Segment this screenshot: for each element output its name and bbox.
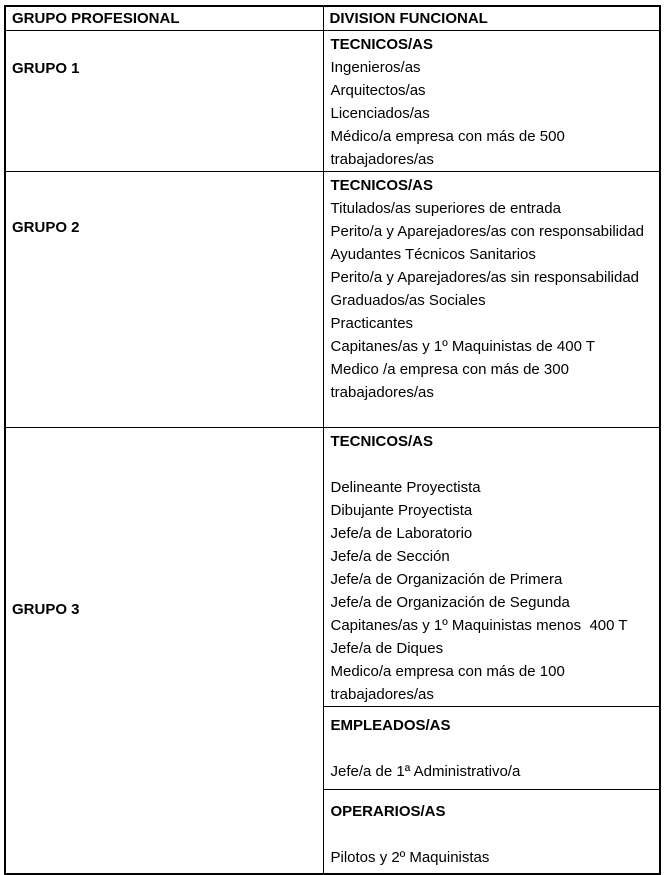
division-item: Ayudantes Técnicos Sanitarios (330, 246, 536, 263)
group-2-label: GRUPO 2 (5, 172, 323, 428)
division-item: Jefe/a de Organización de Segunda (330, 594, 570, 611)
professional-groups-table (4, 5, 661, 875)
section-title-tecnicos-g2: TECNICOS/AS (330, 177, 434, 194)
division-item: Jefe/a de Diques (330, 640, 444, 657)
division-item: Jefe/a de Organización de Primera (330, 571, 563, 588)
table-row-grupo-1 (5, 31, 660, 172)
division-item: Jefe/a de Sección (330, 548, 450, 565)
division-item: Titulados/as superiores de entrada (330, 200, 561, 217)
group-1-label: GRUPO 1 (5, 31, 323, 172)
division-item: Practicantes (330, 315, 414, 332)
section-title-empleados: EMPLEADOS/AS (330, 717, 451, 734)
division-item: Medico /a empresa con más de 300 trabajadores/as (330, 361, 574, 401)
group-1-division-cell (323, 31, 660, 172)
division-item: Capitanes/as y 1º Maquinistas menos 400 T (330, 617, 628, 634)
section-title-operarios: OPERARIOS/AS (330, 803, 446, 820)
division-item: Dibujante Proyectista (330, 502, 473, 519)
division-item: Perito/a y Aparejadores/as con responsabilidad (330, 223, 645, 240)
group-3-tecnicos-cell (323, 428, 660, 707)
division-item: Jefe/a de Laboratorio (330, 525, 473, 542)
division-item: Jefe/a de 1ª Administrativo/a (330, 763, 521, 780)
division-item: Médico/a empresa con más de 500 trabajadores/as (330, 128, 569, 168)
group-3-label: GRUPO 3 (5, 428, 323, 874)
group-3-empleados-cell (323, 707, 660, 790)
division-item: Graduados/as Sociales (330, 292, 486, 309)
column-header-grupo-profesional: GRUPO PROFESIONAL (5, 6, 323, 31)
division-item: Delineante Proyectista (330, 479, 481, 496)
group-3-operarios-cell (323, 790, 660, 874)
division-item: Perito/a y Aparejadores/as sin responsabilidad (330, 269, 640, 286)
group-2-division-cell (323, 172, 660, 428)
table-row-grupo-2 (5, 172, 660, 428)
division-item: Ingenieros/as (330, 59, 421, 76)
table-header-row (5, 6, 660, 31)
section-title-tecnicos-g1: TECNICOS/AS (330, 36, 434, 53)
division-item: Arquitectos/as (330, 82, 426, 99)
division-item: Capitanes/as y 1º Maquinistas de 400 T (330, 338, 596, 355)
division-item: Pilotos y 2º Maquinistas (330, 849, 490, 866)
section-title-tecnicos-g3: TECNICOS/AS (330, 433, 434, 450)
column-header-division-funcional: DIVISION FUNCIONAL (323, 6, 660, 31)
division-item: Licenciados/as (330, 105, 430, 122)
division-item: Medico/a empresa con más de 100 trabajadores/as (330, 663, 569, 703)
table-row-grupo-3-tecnicos (5, 428, 660, 707)
